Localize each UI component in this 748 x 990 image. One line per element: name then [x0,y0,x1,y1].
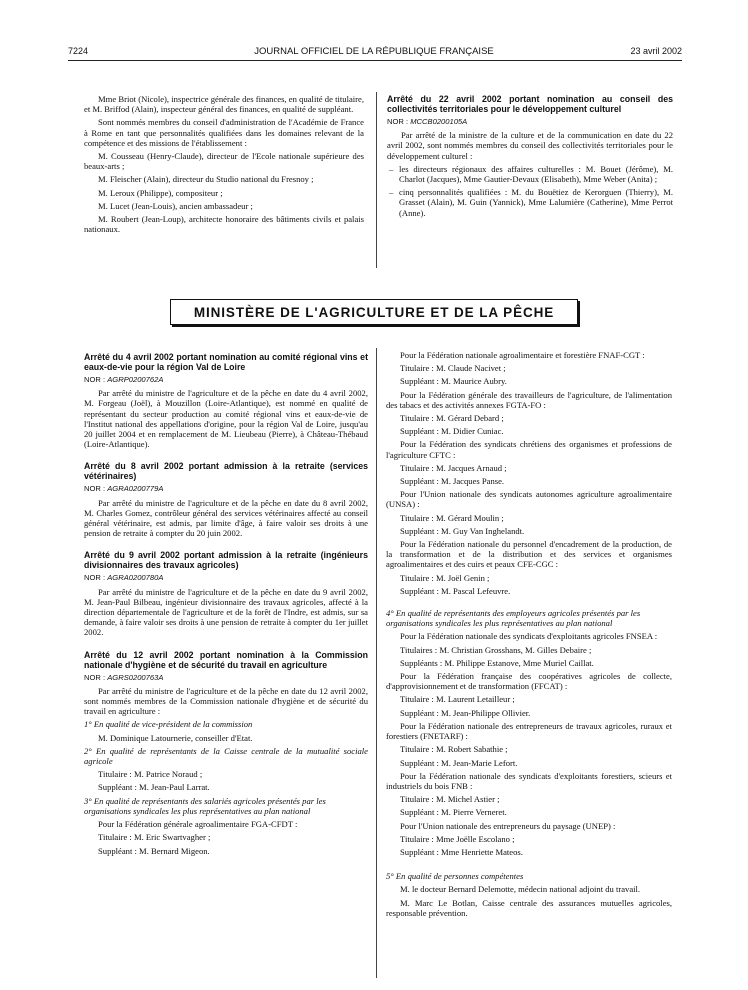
nor-label: NOR : [387,117,409,126]
paragraph: Pour la Fédération nationale du personnel d'encadrement de la production, de la transformation et de la distribution et des services et organismes agroalimentaires et des cuirs et peaux CFE-CGC : [386,539,672,570]
paragraph: Par arrêté du ministre de l'agriculture et de la pêche en date du 4 avril 2002, M. Forgeau (Joël), à Mouzillon (Loire-Atlantique), est nommé en qualité de représentant du secteur production au comité régional vins et eaux-de-vie de l'Institut national des appellations d'origine, pour la région Val de Loire, jusqu'au 20 juillet 2004 et en remplacement de M. Lieubeau (Pierre), à Château-Thébaud (Loire-Atlantique). [84,388,368,450]
paragraph: Pour la Fédération générale des travailleurs de l'agriculture, de l'alimentation des tabacs et des activités annexes FGTA-FO : [386,389,672,410]
list-item: – cinq personnalités qualifiées : M. du Bouëtiez de Kerorguen (Thierry), M. Grasset (Alain), M. Guin (Yannick), Mme Lalumière (Catherine), Mme Perrot (Anne). [387,187,673,218]
issue-date: 23 avril 2002 [630,46,682,56]
paragraph: Titulaire : M. Laurent Letailleur ; [400,694,515,705]
article-title: Arrêté du 8 avril 2002 portant admission à la retraite (services vétérinaires) [84,461,368,482]
nor-reference [84,673,368,683]
paragraph: Titulaire : M. Gérard Debard ; [400,413,504,424]
nor-reference [84,375,368,385]
paragraph: Pour la Fédération française des coopératives agricoles de collecte, d'approvisionnement et de transformation (FFCAT) : [386,671,672,692]
paragraph: Titulaire : M. Michel Astier ; [400,794,500,805]
nor-reference [84,573,368,583]
article-title: Arrêté du 9 avril 2002 portant admission à la retraite (ingénieurs divisionnaires des travaux agricoles) [84,550,368,571]
paragraph: Suppléant : M. Maurice Aubry. [400,376,507,387]
paragraph: Suppléant : M. Bernard Migeon. [98,845,210,856]
paragraph: Par arrêté du ministre de l'agriculture et de la pêche en date du 12 avril 2002, sont nommés membres de la Commission nationale d'hygiène et de sécurité du travail en agriculture : [84,685,368,717]
paragraph: Titulaire : M. Joël Genin ; [400,572,490,583]
nor-code: AGRA0200780A [107,573,164,583]
paragraph: Suppléant : M. Didier Cuniac. [400,426,504,437]
top-right-column [387,94,673,221]
paragraph: Pour l'Union nationale des syndicats autonomes agriculture agroalimentaire (UNSA) : [386,489,672,510]
paragraph: Par arrêté de la ministre de la culture et de la communication en date du 22 avril 2002, sont nommés membres du conseil des collectivités territoriales pour le développement culturel : [387,130,673,161]
nor-label: NOR : [84,573,106,583]
nor-label: NOR : [84,484,106,494]
section-heading: 2° En qualité de représentants de la Caisse centrale de la mutualité sociale agricole [84,745,368,767]
paragraph: Titulaire : M. Gérard Moulin ; [400,512,504,523]
page-number: 7224 [68,46,89,56]
paragraph: Mme Briot (Nicole), inspectrice générale des finances, en qualité de titulaire, et M. Briffod (Alain), inspecteur général des finances, en qualité de suppléant. [84,94,364,115]
column-divider [376,92,377,268]
paragraph: M. Dominique Latournerie, conseiller d'Etat. [98,732,253,743]
paragraph: M. Cousseau (Henry-Claude), directeur de l'Ecole nationale supérieure des beaux-arts ; [84,151,364,172]
page-header [0,0,748,80]
nor-reference [387,117,673,127]
section-heading: 5° En qualité de personnes compétentes [386,871,524,882]
paragraph: Titulaire : M. Claude Nacivet ; [400,363,506,374]
bottom-right-column [386,350,672,921]
paragraph: Titulaire : Mme Joëlle Escolano ; [400,833,515,844]
paragraph: Suppléant : M. Guy Van Inghelandt. [400,525,525,536]
paragraph: M. Leroux (Philippe), compositeur ; [98,187,223,198]
nor-label: NOR : [84,375,106,384]
paragraph: Par arrêté du ministre de l'agriculture et de la pêche en date du 9 avril 2002, M. Jean-Paul Bilbeau, ingénieur divisionnaire des travaux agricoles, affecté à la direction départementale de l'agriculture et de la forêt de l'Indre, est admis, sur sa demande, à faire valoir ses droits à une pension de retraite à compter du 1er juillet 2002. [84,586,368,638]
column-divider [376,348,377,978]
paragraph: Suppléant : M. Pascal Lefeuvre. [400,585,511,596]
paragraph: Pour la Fédération des syndicats chrétiens des organismes et professions de l'agriculture CFTC : [386,439,672,460]
paragraph: Pour la Fédération nationale des entrepreneurs de travaux agricoles, ruraux et forestiers (FNETARF) : [386,720,672,742]
nor-code: AGRA0200779A [107,484,164,494]
paragraph: Pour la Fédération générale agroalimentaire FGA-CFDT : [98,819,298,830]
list-item: – les directeurs régionaux des affaires culturelles : M. Bouet (Jérôme), M. Charlot (Jacques), Mme Gautier-Devaux (Elisabeth), Mme Weber (Anita) ; [387,164,673,184]
paragraph: Suppléant : M. Pierre Verneret. [400,807,507,818]
section-heading: 1° En qualité de vice-président de la commission [84,719,253,730]
nor-code: AGRP0200762A [107,375,164,384]
paragraph: Pour la Fédération nationale des syndicats d'exploitants agricoles FNSEA : [400,631,658,642]
paragraph: Titulaire : M. Eric Swartvagher ; [98,832,211,843]
nor-code: AGRS0200763A [107,672,164,682]
bottom-left-column [84,352,368,859]
nor-label: NOR : [84,672,106,682]
article-title: Arrêté du 12 avril 2002 portant nomination à la Commission nationale d'hygiène et de sécurité du travail en agriculture [84,649,368,670]
paragraph: Suppléants : M. Philippe Estanove, Mme Muriel Caillat. [400,657,594,668]
section-heading: 3° En qualité de représentants des salariés agricoles présentés par les organisations syndicales les plus représentatives au plan national [84,795,326,816]
paragraph: Suppléant : M. Jean-Marie Lefort. [400,757,518,768]
paragraph: M. Roubert (Jean-Loup), architecte honoraire des bâtiments civils et palais nationaux. [84,214,364,235]
paragraph: Titulaires : M. Christian Grosshans, M. Gilles Debaire ; [400,644,592,655]
nor-code: MCCB0200105A [410,117,468,126]
paragraph: Sont nommés membres du conseil d'administration de l'Académie de France à Rome en tant que personnalités qualifiées dans les domaines relevant de la compétence et des missions de l'établissement : [84,117,364,148]
paragraph: Par arrêté du ministre de l'agriculture et de la pêche en date du 8 avril 2002, M. Charles Gomez, contrôleur général des services vétérinaires affecté au conseil général vétérinaire, est admis, par limite d'âge, à faire valoir ses droits à une pension de retraite à compter du 20 juin 2002. [84,497,368,539]
member-list [387,164,673,218]
ministry-heading: MINISTÈRE DE L'AGRICULTURE ET DE LA PÊCHE [170,299,578,325]
article-title: Arrêté du 4 avril 2002 portant nomination au comité régional vins et eaux-de-vie pour la région Val de Loire [84,352,368,372]
paragraph: Pour la Fédération nationale agroalimentaire et forestière FNAF-CGT : [400,350,645,360]
paragraph: Pour la Fédération nationale des syndicats d'exploitants forestiers, scieurs et industriels du bois FNB : [386,770,672,791]
section-heading: 4° En qualité de représentants des employeurs agricoles présentés par les organisations syndicales les plus représentatives au plan national [386,608,641,629]
article-title: Arrêté du 22 avril 2002 portant nomination au conseil des collectivités territoriales pour le développement culturel [387,94,673,114]
paragraph: Pour l'Union nationale des entrepreneurs du paysage (UNEP) : [400,820,616,831]
paragraph: Titulaire : M. Patrice Noraud ; [98,769,203,780]
paragraph: Suppléant : M. Jacques Panse. [400,476,505,487]
nor-reference [84,484,368,494]
paragraph: Suppléant : Mme Henriette Mateos. [400,846,523,857]
journal-title: JOURNAL OFFICIEL DE LA RÉPUBLIQUE FRANÇAISE [254,46,494,57]
top-left-column [84,94,364,237]
paragraph: Suppléant : M. Jean-Philippe Ollivier. [400,707,531,718]
paragraph: M. Marc Le Botlan, Caisse centrale des assurances mutuelles agricoles, responsable prévention. [386,897,672,918]
paragraph: M. Fleischer (Alain), directeur du Studio national du Fresnoy ; [98,174,314,185]
header-rule [68,60,682,61]
paragraph: Suppléant : M. Jean-Paul Larrat. [98,782,210,793]
paragraph: M. le docteur Bernard Delemotte, médecin national adjoint du travail. [400,884,641,895]
paragraph: M. Lucet (Jean-Louis), ancien ambassadeur ; [98,200,253,211]
paragraph: Titulaire : M. Robert Sabathie ; [400,744,508,755]
paragraph: Titulaire : M. Jacques Arnaud ; [400,462,507,473]
